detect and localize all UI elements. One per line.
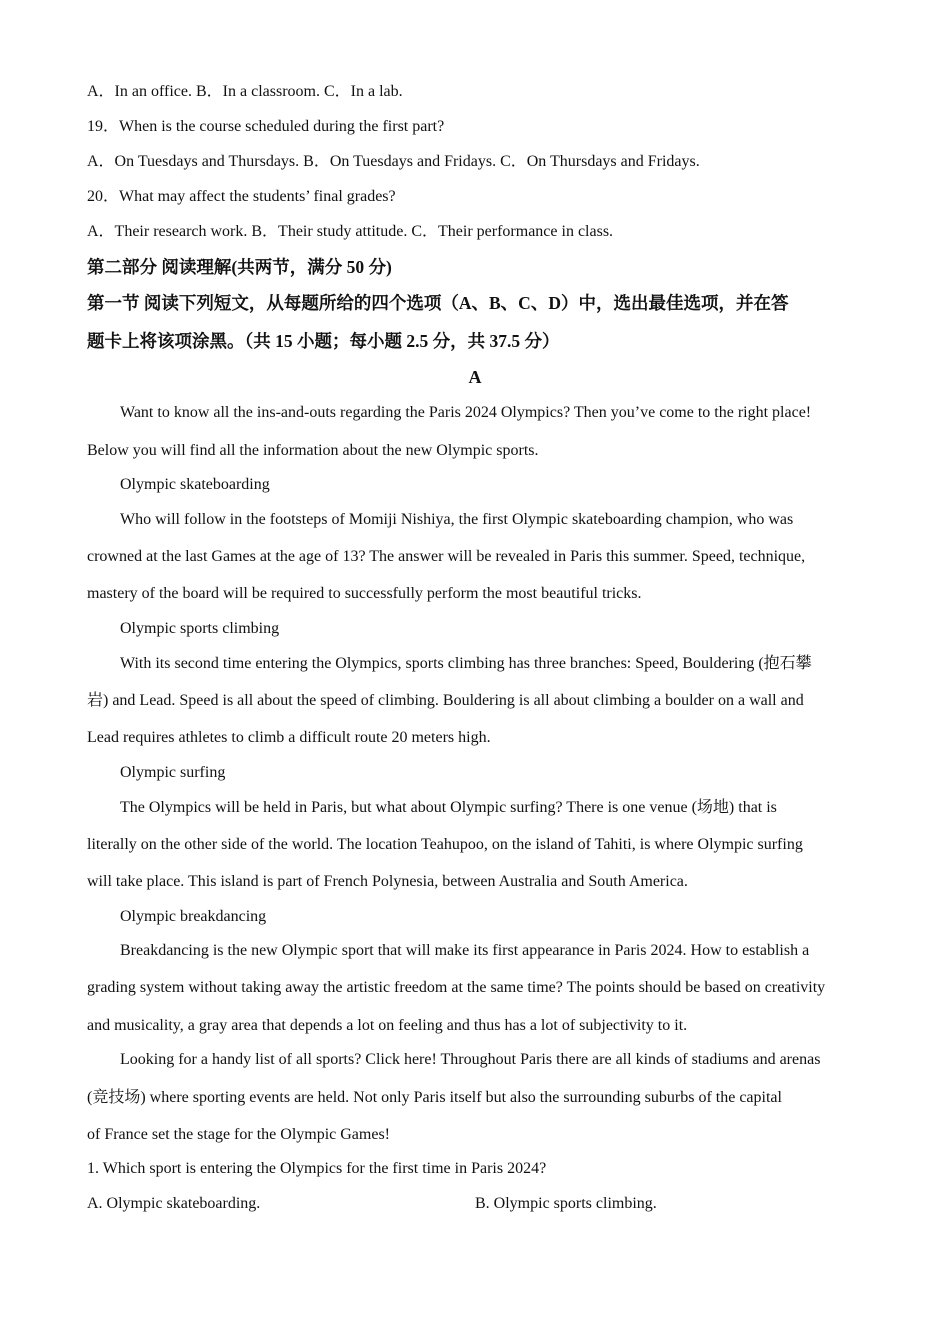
closing-line-2: (竞技场) where sporting events are held. Not only Paris itself but also the surrounding suburbs of the capital: [87, 1089, 782, 1106]
surfing-line-3: will take place. This island is part of French Polynesia, between Australia and South America.: [87, 873, 688, 890]
question-1-option-a: A. Olympic skateboarding.: [87, 1195, 261, 1212]
climbing-line-2: 岩) and Lead. Speed is all about the speed of climbing. Bouldering is all about climbing a boulder on a wall and: [87, 692, 804, 709]
climbing-line-1: With its second time entering the Olympics, sports climbing has three branches: Speed, Bouldering (抱石攀: [120, 655, 812, 672]
breakdancing-title: Olympic breakdancing: [120, 908, 267, 925]
climbing-title: Olympic sports climbing: [120, 620, 280, 637]
skateboarding-title: Olympic skateboarding: [120, 476, 270, 493]
breakdancing-line-2: grading system without taking away the artistic freedom at the same time? The points should be based on creativity: [87, 979, 826, 996]
surfing-line-2: literally on the other side of the world. The location Teahupoo, on the island of Tahiti, is where Olympic surfing: [87, 836, 803, 853]
subsection-heading-line-2: 题卡上将该项涂黑。（共 15 小题；每小题 2.5 分，共 37.5 分）: [87, 331, 560, 351]
q19-options: A．On Tuesdays and Thursdays. B．On Tuesdays and Fridays. C．On Thursdays and Fridays.: [87, 153, 700, 170]
q20-options: A．Their research work. B．Their study attitude. C．Their performance in class.: [87, 223, 614, 240]
question-1-stem: 1. Which sport is entering the Olympics for the first time in Paris 2024?: [87, 1160, 547, 1177]
breakdancing-line-3: and musicality, a gray area that depends a lot on feeling and thus has a lot of subjectivity to it.: [87, 1017, 688, 1034]
surfing-title: Olympic surfing: [120, 764, 226, 781]
q20-stem: 20．What may affect the students’ final grades?: [87, 188, 396, 205]
skateboarding-line-1: Who will follow in the footsteps of Momiji Nishiya, the first Olympic skateboarding champion, who was: [120, 511, 794, 528]
closing-line-3: of France set the stage for the Olympic Games!: [87, 1126, 391, 1143]
skateboarding-line-2: crowned at the last Games at the age of 13? The answer will be revealed in Paris this summer. Speed, technique,: [87, 548, 806, 565]
intro-line-2: Below you will find all the information about the new Olympic sports.: [87, 442, 539, 459]
breakdancing-line-1: Breakdancing is the new Olympic sport that will make its first appearance in Paris 2024. How to establish a: [120, 942, 810, 959]
passage-label: A: [468, 367, 482, 387]
q19-stem: 19．When is the course scheduled during the first part?: [87, 118, 445, 135]
q18-options: A．In an office. B．In a classroom. C．In a lab.: [87, 83, 403, 100]
subsection-heading-line-1: 第一节 阅读下列短文，从每题所给的四个选项（A、B、C、D）中，选出最佳选项，并在答: [87, 293, 789, 313]
intro-line-1: Want to know all the ins-and-outs regarding the Paris 2024 Olympics? Then you’ve come to the right place!: [120, 404, 812, 421]
question-1-option-b: B. Olympic sports climbing.: [475, 1195, 657, 1212]
climbing-line-3: Lead requires athletes to climb a difficult route 20 meters high.: [87, 729, 491, 746]
surfing-line-1: The Olympics will be held in Paris, but what about Olympic surfing? There is one venue (场地) that is: [120, 799, 777, 816]
closing-line-1: Looking for a handy list of all sports? Click here! Throughout Paris there are all kinds of stadiums and arenas: [120, 1051, 821, 1068]
skateboarding-line-3: mastery of the board will be required to successfully perform the most beautiful tricks.: [87, 585, 642, 602]
section-heading: 第二部分 阅读理解(共两节，满分 50 分): [87, 257, 392, 277]
